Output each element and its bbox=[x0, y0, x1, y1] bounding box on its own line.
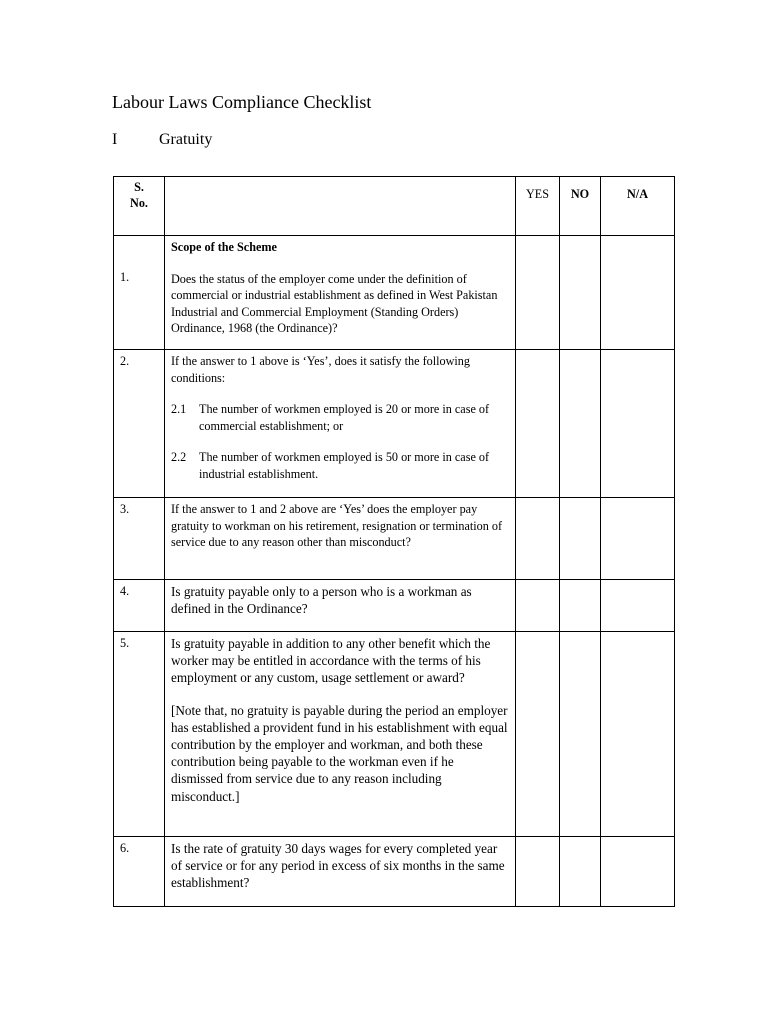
na-checkbox-cell[interactable] bbox=[601, 837, 675, 907]
row-question-text: Does the status of the employer come under the definition of commercial or industrial establishment as defined in West Pakistan Industrial and Commercial Employment (Standing Orders) Ordinance, 1968 (the Ordinance)? bbox=[171, 271, 498, 336]
row-serial-number-text: 6. bbox=[120, 841, 130, 855]
no-checkbox-cell[interactable] bbox=[560, 580, 601, 632]
na-checkbox-cell[interactable] bbox=[601, 498, 675, 580]
row-serial-number-text: 5. bbox=[120, 636, 130, 650]
row-serial-number-text: 1. bbox=[120, 270, 130, 284]
row-question-cell bbox=[165, 350, 516, 498]
sub-item-text: The number of workmen employed is 50 or more in case of industrial establishment. bbox=[199, 450, 490, 481]
na-checkbox-cell[interactable] bbox=[601, 632, 675, 837]
no-checkbox-cell[interactable] bbox=[560, 632, 601, 837]
row-question-cell bbox=[165, 580, 516, 632]
yes-checkbox-cell[interactable] bbox=[516, 236, 560, 350]
header-serial-number bbox=[114, 177, 165, 236]
row-question-cell bbox=[165, 632, 516, 837]
row-question-cell bbox=[165, 236, 516, 350]
section-number: I bbox=[112, 131, 118, 148]
na-checkbox-cell[interactable] bbox=[601, 350, 675, 498]
row-serial-number bbox=[114, 236, 165, 350]
row-serial-number-text: 2. bbox=[120, 354, 130, 368]
row-serial-number bbox=[114, 350, 165, 498]
header-yes: YES bbox=[516, 177, 560, 236]
table-row bbox=[114, 837, 675, 907]
section-title: Gratuity bbox=[159, 131, 213, 148]
no-checkbox-cell[interactable] bbox=[560, 236, 601, 350]
sub-item-number: 2.2 bbox=[171, 450, 187, 465]
table-header-row bbox=[114, 177, 675, 236]
table-row bbox=[114, 236, 675, 350]
no-checkbox-cell[interactable] bbox=[560, 837, 601, 907]
yes-checkbox-cell[interactable] bbox=[516, 632, 560, 837]
row-note-text: [Note that, no gratuity is payable during the period an employer has established a provident fund in his establishment with equal contribution by the employer and workman, and both these contribution being payable to the workman even if he dismissed from service due to any reason including misconduct.] bbox=[171, 702, 508, 804]
table-row bbox=[114, 580, 675, 632]
yes-checkbox-cell[interactable] bbox=[516, 350, 560, 498]
header-no: NO bbox=[560, 177, 601, 236]
sub-item-text: The number of workmen employed is 20 or more in case of commercial establishment; or bbox=[199, 402, 490, 433]
row-serial-number bbox=[114, 837, 165, 907]
row-question-text: Is the rate of gratuity 30 days wages for every completed year of service or for any period in excess of six months in the same establishment? bbox=[171, 841, 505, 891]
na-checkbox-cell[interactable] bbox=[601, 580, 675, 632]
row-question-text: If the answer to 1 above is ‘Yes’, does it satisfy the following conditions: bbox=[171, 354, 470, 385]
row-serial-number-text: 4. bbox=[120, 584, 130, 598]
sub-item-number: 2.1 bbox=[171, 402, 187, 417]
checklist-table bbox=[113, 176, 675, 907]
row-question-cell bbox=[165, 837, 516, 907]
page-title: Labour Laws Compliance Checklist bbox=[112, 92, 372, 112]
row-serial-number bbox=[114, 498, 165, 580]
yes-checkbox-cell[interactable] bbox=[516, 837, 560, 907]
no-checkbox-cell[interactable] bbox=[560, 498, 601, 580]
header-serial-number-line2: No. bbox=[130, 196, 148, 210]
row-question-text: If the answer to 1 and 2 above are ‘Yes’ does the employer pay gratuity to workman on his retirement, resignation or termination of service due to any reason other than misconduct? bbox=[171, 502, 503, 550]
row-serial-number-text: 3. bbox=[120, 502, 130, 516]
yes-checkbox-cell[interactable] bbox=[516, 580, 560, 632]
table-row bbox=[114, 498, 675, 580]
no-checkbox-cell[interactable] bbox=[560, 350, 601, 498]
row-serial-number bbox=[114, 580, 165, 632]
na-checkbox-cell[interactable] bbox=[601, 236, 675, 350]
row-question-cell bbox=[165, 498, 516, 580]
row-serial-number bbox=[114, 632, 165, 837]
row-sub-item bbox=[171, 449, 509, 482]
table-row bbox=[114, 632, 675, 837]
row-sub-item bbox=[171, 401, 509, 434]
header-serial-number-line1: S. bbox=[134, 180, 144, 194]
header-na: N/A bbox=[601, 177, 675, 236]
row-question-text: Is gratuity payable only to a person who is a workman as defined in the Ordinance? bbox=[171, 584, 472, 616]
table-row bbox=[114, 350, 675, 498]
yes-checkbox-cell[interactable] bbox=[516, 498, 560, 580]
header-question bbox=[165, 177, 516, 236]
row-heading: Scope of the Scheme bbox=[171, 240, 277, 254]
row-question-text: Is gratuity payable in addition to any other benefit which the worker may be entitled in accordance with the terms of his employment or any custom, usage settlement or award? bbox=[171, 636, 491, 686]
